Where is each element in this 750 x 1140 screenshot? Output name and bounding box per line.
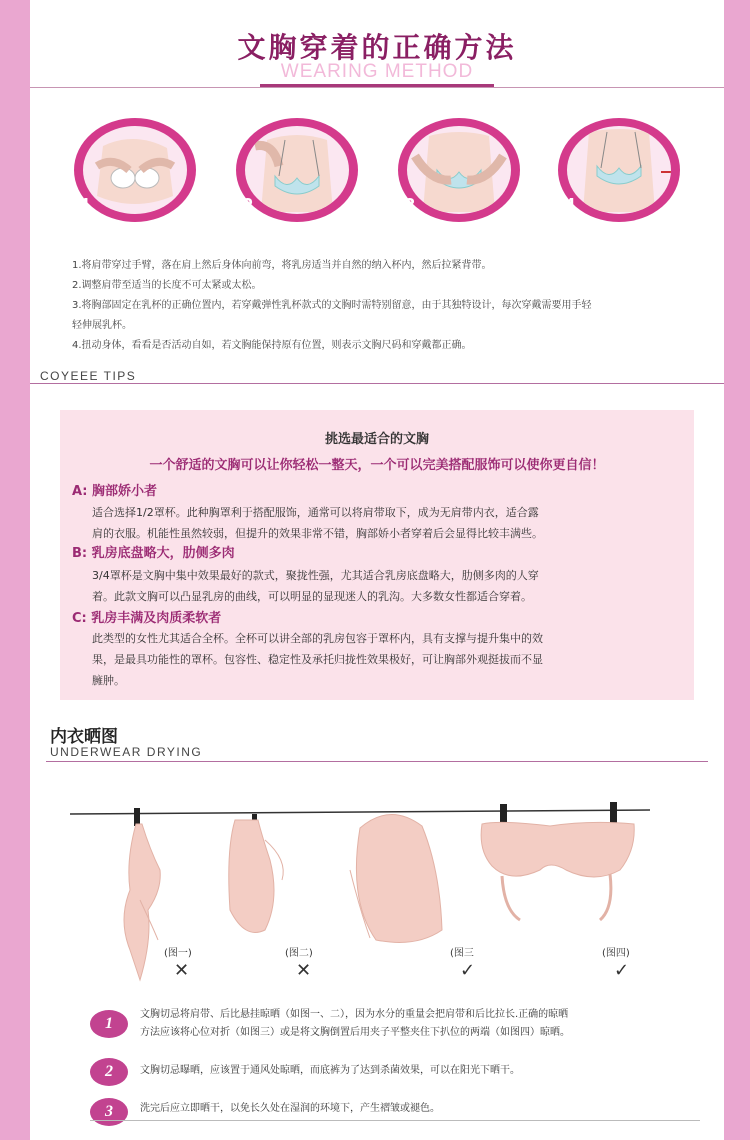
woman-twisting-icon: [567, 126, 671, 214]
woman-leaning-icon: [83, 126, 187, 214]
drying-divider: [46, 761, 708, 762]
woman-fitting-cups-icon: [407, 126, 511, 214]
instruction-line: 4.扭动身体，看看是否活动自如，若文胸能保持原有位置，则表示文胸尺码和穿戴都正确。: [72, 340, 472, 351]
step-image: [83, 126, 187, 214]
instruction-line: 轻伸展乳杯。: [72, 320, 132, 331]
instruction-line: 1.将肩带穿过手臂，落在肩上然后身体向前弯，将乳房适当并自然的纳入杯内，然后拉紧背带。: [72, 260, 492, 271]
step-number: 1: [80, 195, 92, 217]
step-2-illustration: [236, 118, 358, 222]
figure-label: (图三: [450, 948, 474, 959]
tip-line: 此类型的女性尤其适合全杯。全杯可以讲全部的乳房包容于罩杯内，具有支撑与提升集中的效: [92, 632, 543, 645]
page-subtitle: WEARING METHOD: [280, 61, 474, 82]
step-image: [407, 126, 511, 214]
tip-line: 臃肿。: [92, 674, 125, 687]
step-3-illustration: [398, 118, 520, 222]
page-title: 文胸穿着的正确方法: [237, 31, 517, 64]
tip-body-b: [92, 565, 682, 607]
note-line: 洗完后应立即晒干，以免长久处在湿润的环境下，产生褶皱或褪色。: [140, 1103, 440, 1114]
figure-label: (图四): [602, 948, 630, 959]
tip-line: 着。此款文胸可以凸显乳房的曲线，可以明显的显现迷人的乳沟。大多数女性都适合穿着。: [92, 590, 532, 603]
title-divider: [30, 87, 724, 88]
instruction-line: 2.调整肩带至适当的长度不可太紧或太松。: [72, 280, 262, 291]
tip-line: 适合选择1/2罩杯。此种胸罩利于搭配服饰，通常可以将肩带取下，成为无肩带内衣，适合露: [92, 506, 539, 519]
tips-label: COYEEE TIPS: [40, 369, 137, 383]
step-number: 2: [242, 195, 254, 217]
wearing-steps: [30, 118, 724, 228]
note-text: [140, 1062, 680, 1080]
tip-heading-b: B: 乳房底盘略大，肋侧多肉: [72, 546, 235, 561]
step-image: [567, 126, 671, 214]
tip-heading-c: C: 乳房丰满及肉质柔软者: [72, 611, 222, 626]
note-number-badge: 2: [90, 1058, 128, 1086]
step-1-illustration: [74, 118, 196, 222]
tip-line: 果，是最具功能性的罩杯。包容性、稳定性及承托归拢性效果极好，可让胸部外观挺拔而不显: [92, 653, 543, 666]
drying-title: 内衣晒图: [50, 727, 118, 747]
tips-divider: [30, 383, 724, 384]
figure-label: (图一): [164, 948, 192, 959]
page: [30, 0, 724, 1140]
note-line: 文胸切忌将肩带、后比悬挂晾晒（如图一、二），因为水分的重量会把肩带和后比拉长.正确的晾晒: [140, 1009, 569, 1020]
correct-mark-icon: ✓: [614, 960, 630, 981]
tips-box: [60, 410, 694, 700]
tip-body-c: [92, 628, 682, 691]
tip-heading-a: A: 胸部娇小者: [72, 484, 158, 499]
step-number: 4: [564, 195, 576, 217]
tip-line: 肩的衣服。机能性虽然较弱，但提升的效果非常不错，胸部娇小者穿着后会显得比较丰满些。: [92, 527, 543, 540]
step-number: 3: [404, 195, 416, 217]
note-number-badge: 1: [90, 1010, 128, 1038]
correct-mark-icon: ✓: [460, 960, 476, 981]
wrong-mark-icon: ✕: [296, 960, 312, 981]
wearing-instructions: [72, 256, 712, 356]
tips-subtitle: 一个舒适的文胸可以让你轻松一整天，一个可以完美搭配服饰可以使你更自信！: [149, 458, 605, 473]
note-line: 方法应该将心位对折（如图三）或是将文胸倒置后用夹子平整夹住下扒位的两端（如图四）晾晒。: [140, 1027, 570, 1038]
note-number-badge: 3: [90, 1098, 128, 1126]
note-text: [140, 1006, 680, 1042]
step-image: [245, 126, 349, 214]
woman-adjusting-strap-icon: [245, 126, 349, 214]
figure-label: (图二): [285, 948, 313, 959]
bottom-divider: [90, 1120, 700, 1121]
step-4-illustration: [558, 118, 680, 222]
wrong-mark-icon: ✕: [174, 960, 190, 981]
instruction-line: 3.将胸部固定在乳杯的正确位置内，若穿戴弹性乳杯款式的文胸时需特别留意，由于其独特设计，每次穿戴需要用手轻: [72, 300, 592, 311]
tip-body-a: [92, 502, 682, 544]
note-text: [140, 1100, 680, 1118]
tips-title: 挑选最适合的文胸: [324, 432, 429, 447]
drying-illustration: [30, 780, 724, 990]
note-line: 文胸切忌曝晒，应该置于通风处晾晒，而底裤为了达到杀菌效果，可以在阳光下晒干。: [140, 1065, 520, 1076]
drying-subtitle: UNDERWEAR DRYING: [50, 745, 203, 759]
tip-line: 3/4罩杯是文胸中集中效果最好的款式，聚拢性强，尤其适合乳房底盘略大，肋侧多肉的人穿: [92, 569, 539, 582]
